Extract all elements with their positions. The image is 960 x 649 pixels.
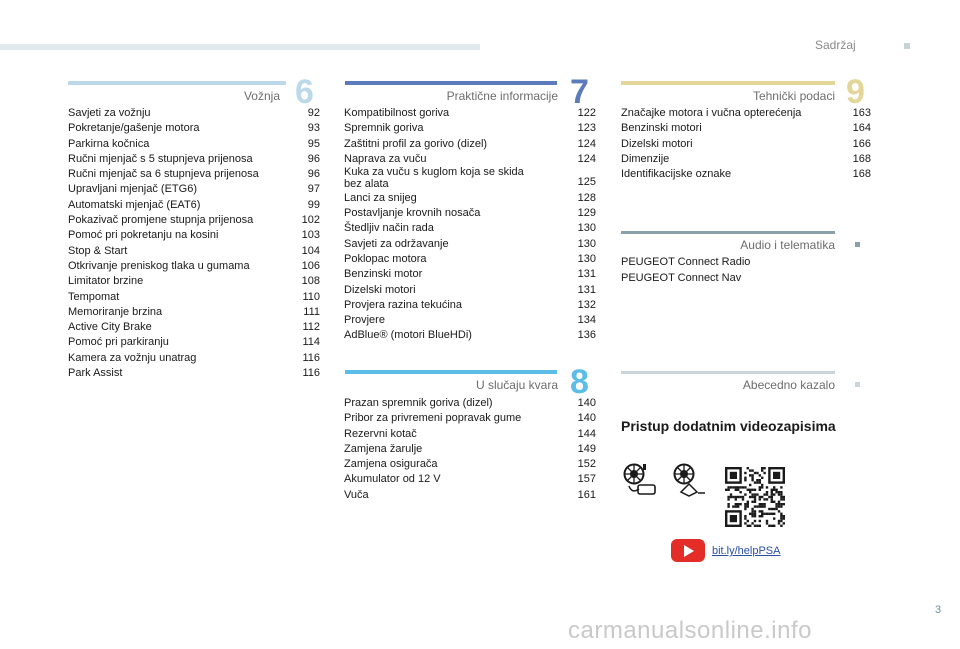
section-6-number: 6 (295, 73, 314, 111)
toc-entry[interactable] (68, 167, 320, 182)
section-8-list (344, 396, 596, 503)
toc-entry-title: Automatski mjenjač (EAT6) (68, 198, 201, 211)
toc-entry[interactable] (344, 152, 596, 167)
toc-entry-page: 116 (302, 367, 320, 380)
page-header-title: Sadržaj (815, 38, 856, 52)
toc-entry[interactable] (344, 252, 596, 267)
section-6-title[interactable]: Vožnja (243, 89, 280, 103)
toc-entry-page: 97 (307, 183, 320, 196)
toc-entry[interactable] (344, 488, 596, 503)
audio-square (855, 242, 860, 247)
youtube-icon[interactable] (671, 539, 705, 562)
toc-entry[interactable] (68, 351, 320, 366)
toc-entry-title: Vuča (344, 488, 369, 501)
toc-entry[interactable] (68, 182, 320, 197)
section-9-title[interactable]: Tehnički podaci (752, 89, 835, 103)
toc-entry[interactable] (344, 328, 596, 343)
toc-entry-page: 96 (307, 152, 320, 165)
toc-entry[interactable] (344, 396, 596, 411)
toc-entry[interactable] (68, 335, 320, 350)
toc-entry-page: 131 (577, 283, 596, 296)
toc-entry[interactable] (68, 152, 320, 167)
section-6-list (68, 106, 320, 381)
page-number: 3 (935, 604, 942, 616)
toc-entry[interactable] (621, 121, 871, 136)
section-9-list (621, 106, 871, 182)
toc-entry-title: Benzinski motori (621, 122, 702, 135)
toc-entry[interactable] (344, 298, 596, 313)
section-7-number: 7 (570, 73, 589, 111)
toc-entry-page: 124 (577, 137, 596, 150)
toc-entry[interactable] (621, 167, 871, 182)
toc-entry-page: 102 (301, 214, 320, 227)
toc-entry-title: Pribor za privremeni popravak gume (344, 412, 522, 425)
section-7-bar (345, 81, 557, 85)
toc-entry[interactable] (344, 106, 596, 121)
qr-code-icon[interactable] (725, 467, 785, 527)
toc-entry[interactable] (344, 472, 596, 487)
toc-entry-title: Limitator brzine (68, 275, 144, 288)
toc-entry[interactable] (344, 221, 596, 236)
audio-entry[interactable]: PEUGEOT Connect Nav (621, 271, 742, 284)
toc-entry-page: 140 (577, 397, 596, 409)
toc-entry-title: Park Assist (68, 367, 123, 380)
toc-entry-page: 136 (577, 329, 596, 342)
toc-entry[interactable] (344, 313, 596, 328)
toc-entry-page: 130 (577, 237, 596, 250)
toc-entry[interactable] (621, 137, 871, 152)
toc-entry-page: 132 (577, 298, 596, 311)
toc-entry-page: 144 (577, 427, 596, 440)
toc-entry-title: Kamera za vožnju unatrag (68, 351, 197, 364)
toc-entry-title: Prazan spremnik goriva (dizel) (344, 397, 493, 409)
toc-entry[interactable] (68, 228, 320, 243)
toc-entry-page: 168 (852, 152, 871, 165)
toc-entry-page: 106 (301, 259, 320, 272)
toc-entry-page: 125 (577, 176, 596, 189)
toc-entry-page: 168 (852, 168, 871, 181)
toc-entry-page: 96 (307, 168, 320, 181)
help-link[interactable]: bit.ly/helpPSA (712, 545, 781, 557)
toc-entry-page: 157 (577, 473, 596, 486)
toc-entry-title: Postavljanje krovnih nosača (344, 207, 481, 220)
audio-list (621, 255, 750, 286)
toc-entry-title: Active City Brake (68, 321, 152, 334)
toc-entry-page: 110 (302, 290, 320, 303)
toc-entry-title: Poklopac motora (344, 252, 427, 265)
spare-wheel-icon (671, 462, 711, 500)
toc-entry-title: Pokazivač promjene stupnja prijenosa (68, 214, 254, 227)
toc-entry-title: Ručni mjenjač sa 6 stupnjeva prijenosa (68, 168, 259, 181)
toc-entry[interactable] (68, 320, 320, 335)
toc-entry-page: 149 (577, 442, 596, 455)
toc-entry-title: Dizelski motori (621, 137, 693, 150)
header-square (904, 43, 910, 49)
audio-title[interactable]: Audio i telematika (740, 238, 835, 252)
toc-entry[interactable] (344, 427, 596, 442)
section-8-number: 8 (570, 363, 589, 401)
toc-entry-title: Savjeti za održavanje (344, 237, 449, 250)
toc-entry-title: Kompatibilnost goriva (344, 107, 450, 119)
toc-entry[interactable] (68, 259, 320, 274)
toc-entry-title: Kuka za vuču s kuglom koja se skida bez alata (344, 166, 524, 190)
toc-entry-title: Zamjena osigurača (344, 458, 438, 471)
toc-entry-page: 140 (577, 412, 596, 425)
toc-entry[interactable] (344, 167, 596, 191)
toc-entry-page: 163 (852, 107, 871, 119)
toc-entry-title: Parkirna kočnica (68, 137, 150, 150)
toc-entry[interactable] (344, 411, 596, 426)
toc-entry-title: Tempomat (68, 290, 120, 303)
index-title[interactable]: Abecedno kazalo (742, 378, 835, 392)
section-7-title[interactable]: Praktične informacije (446, 89, 558, 103)
toc-entry-page: 122 (577, 107, 596, 119)
toc-entry-title: Ručni mjenjač s 5 stupnjeva prijenosa (68, 152, 253, 165)
audio-bar (621, 231, 835, 234)
tyre-kit-icon (621, 462, 661, 500)
toc-entry-page: 114 (302, 336, 320, 349)
toc-entry-page: 103 (301, 229, 320, 242)
toc-entry-page: 123 (577, 122, 596, 135)
toc-entry[interactable] (68, 137, 320, 152)
toc-entry-title: Zaštitni profil za gorivo (dizel) (344, 137, 488, 150)
toc-entry-title: Akumulator od 12 V (344, 473, 441, 486)
toc-entry-title: Benzinski motor (344, 268, 423, 281)
video-title: Pristup dodatnim videozapisima (621, 418, 836, 434)
toc-entry-title: Memoriranje brzina (68, 305, 163, 318)
toc-entry-title: Naprava za vuču (344, 152, 427, 165)
toc-entry-title: Rezervni kotač (344, 427, 417, 440)
toc-entry-page: 95 (307, 137, 320, 150)
index-square (855, 382, 860, 387)
toc-entry-title: AdBlue® (motori BlueHDi) (344, 329, 472, 342)
toc-entry-page: 166 (852, 137, 871, 150)
section-6-bar (68, 81, 286, 85)
toc-entry-title: Identifikacijske oznake (621, 168, 732, 181)
toc-entry[interactable] (344, 191, 596, 206)
toc-entry[interactable] (344, 206, 596, 221)
toc-entry[interactable] (68, 290, 320, 305)
toc-entry-page: 111 (303, 305, 320, 318)
toc-entry-page: 92 (307, 107, 320, 119)
toc-entry-page: 104 (301, 244, 320, 257)
toc-entry-title: Zamjena žarulje (344, 442, 423, 455)
section-7-list (344, 106, 596, 344)
toc-entry[interactable] (68, 366, 320, 381)
toc-entry-page: 131 (577, 268, 596, 281)
toc-entry-title: Upravljani mjenjač (ETG6) (68, 183, 197, 196)
toc-entry-page: 112 (302, 321, 320, 334)
toc-entry-page: 152 (577, 458, 596, 471)
toc-entry-page: 130 (577, 222, 596, 235)
toc-entry-page: 124 (577, 152, 596, 165)
toc-entry-page: 99 (307, 198, 320, 211)
toc-entry[interactable] (621, 106, 871, 121)
toc-entry[interactable] (344, 457, 596, 472)
toc-entry-title: Savjeti za vožnju (68, 107, 151, 119)
toc-entry-title: Značajke motora i vučna opterećenja (621, 107, 802, 119)
toc-entry-page: 93 (307, 122, 320, 135)
toc-entry[interactable] (68, 121, 320, 136)
toc-entry[interactable] (68, 274, 320, 289)
toc-entry-title: Lanci za snijeg (344, 191, 417, 204)
toc-entry-title: Pomoć pri parkiranju (68, 336, 169, 349)
section-8-bar (345, 370, 557, 374)
toc-entry-title: Pokretanje/gašenje motora (68, 122, 200, 135)
index-bar (621, 371, 835, 374)
toc-entry-page: 130 (577, 252, 596, 265)
toc-entry[interactable] (344, 283, 596, 298)
header-bar (0, 44, 480, 50)
toc-entry-page: 161 (577, 488, 596, 501)
toc-entry-title: Provjere (344, 314, 385, 327)
toc-entry-title: Spremnik goriva (344, 122, 424, 135)
toc-entry-title: Otkrivanje preniskog tlaka u gumama (68, 259, 250, 272)
toc-entry-page: 129 (577, 207, 596, 220)
toc-entry-title: Dizelski motori (344, 283, 416, 296)
toc-entry[interactable] (344, 137, 596, 152)
toc-entry-title: Štedljiv način rada (344, 222, 434, 235)
toc-entry[interactable] (344, 267, 596, 282)
section-9-bar (621, 81, 835, 85)
toc-entry[interactable] (344, 121, 596, 136)
toc-entry-page: 134 (577, 314, 596, 327)
toc-entry[interactable] (344, 237, 596, 252)
toc-entry[interactable] (68, 198, 320, 213)
toc-entry[interactable] (621, 152, 871, 167)
toc-entry-title: Dimenzije (621, 152, 670, 165)
section-8-title[interactable]: U slučaju kvara (475, 378, 558, 392)
toc-entry-page: 164 (852, 122, 871, 135)
toc-entry[interactable] (68, 106, 320, 121)
toc-entry-page: 116 (302, 351, 320, 364)
section-9-number: 9 (846, 73, 865, 111)
audio-entry[interactable]: PEUGEOT Connect Radio (621, 256, 751, 268)
toc-entry[interactable] (68, 213, 320, 228)
toc-entry-title: Stop & Start (68, 244, 128, 257)
watermark-text: carmanualsonline.info (568, 617, 812, 644)
toc-entry[interactable] (68, 244, 320, 259)
toc-entry[interactable] (344, 442, 596, 457)
toc-entry-page: 108 (301, 275, 320, 288)
toc-entry-title: Provjera razina tekućina (344, 298, 463, 311)
toc-entry-title: Pomoć pri pokretanju na kosini (68, 229, 219, 242)
toc-entry-page: 128 (577, 191, 596, 204)
toc-entry[interactable] (68, 305, 320, 320)
